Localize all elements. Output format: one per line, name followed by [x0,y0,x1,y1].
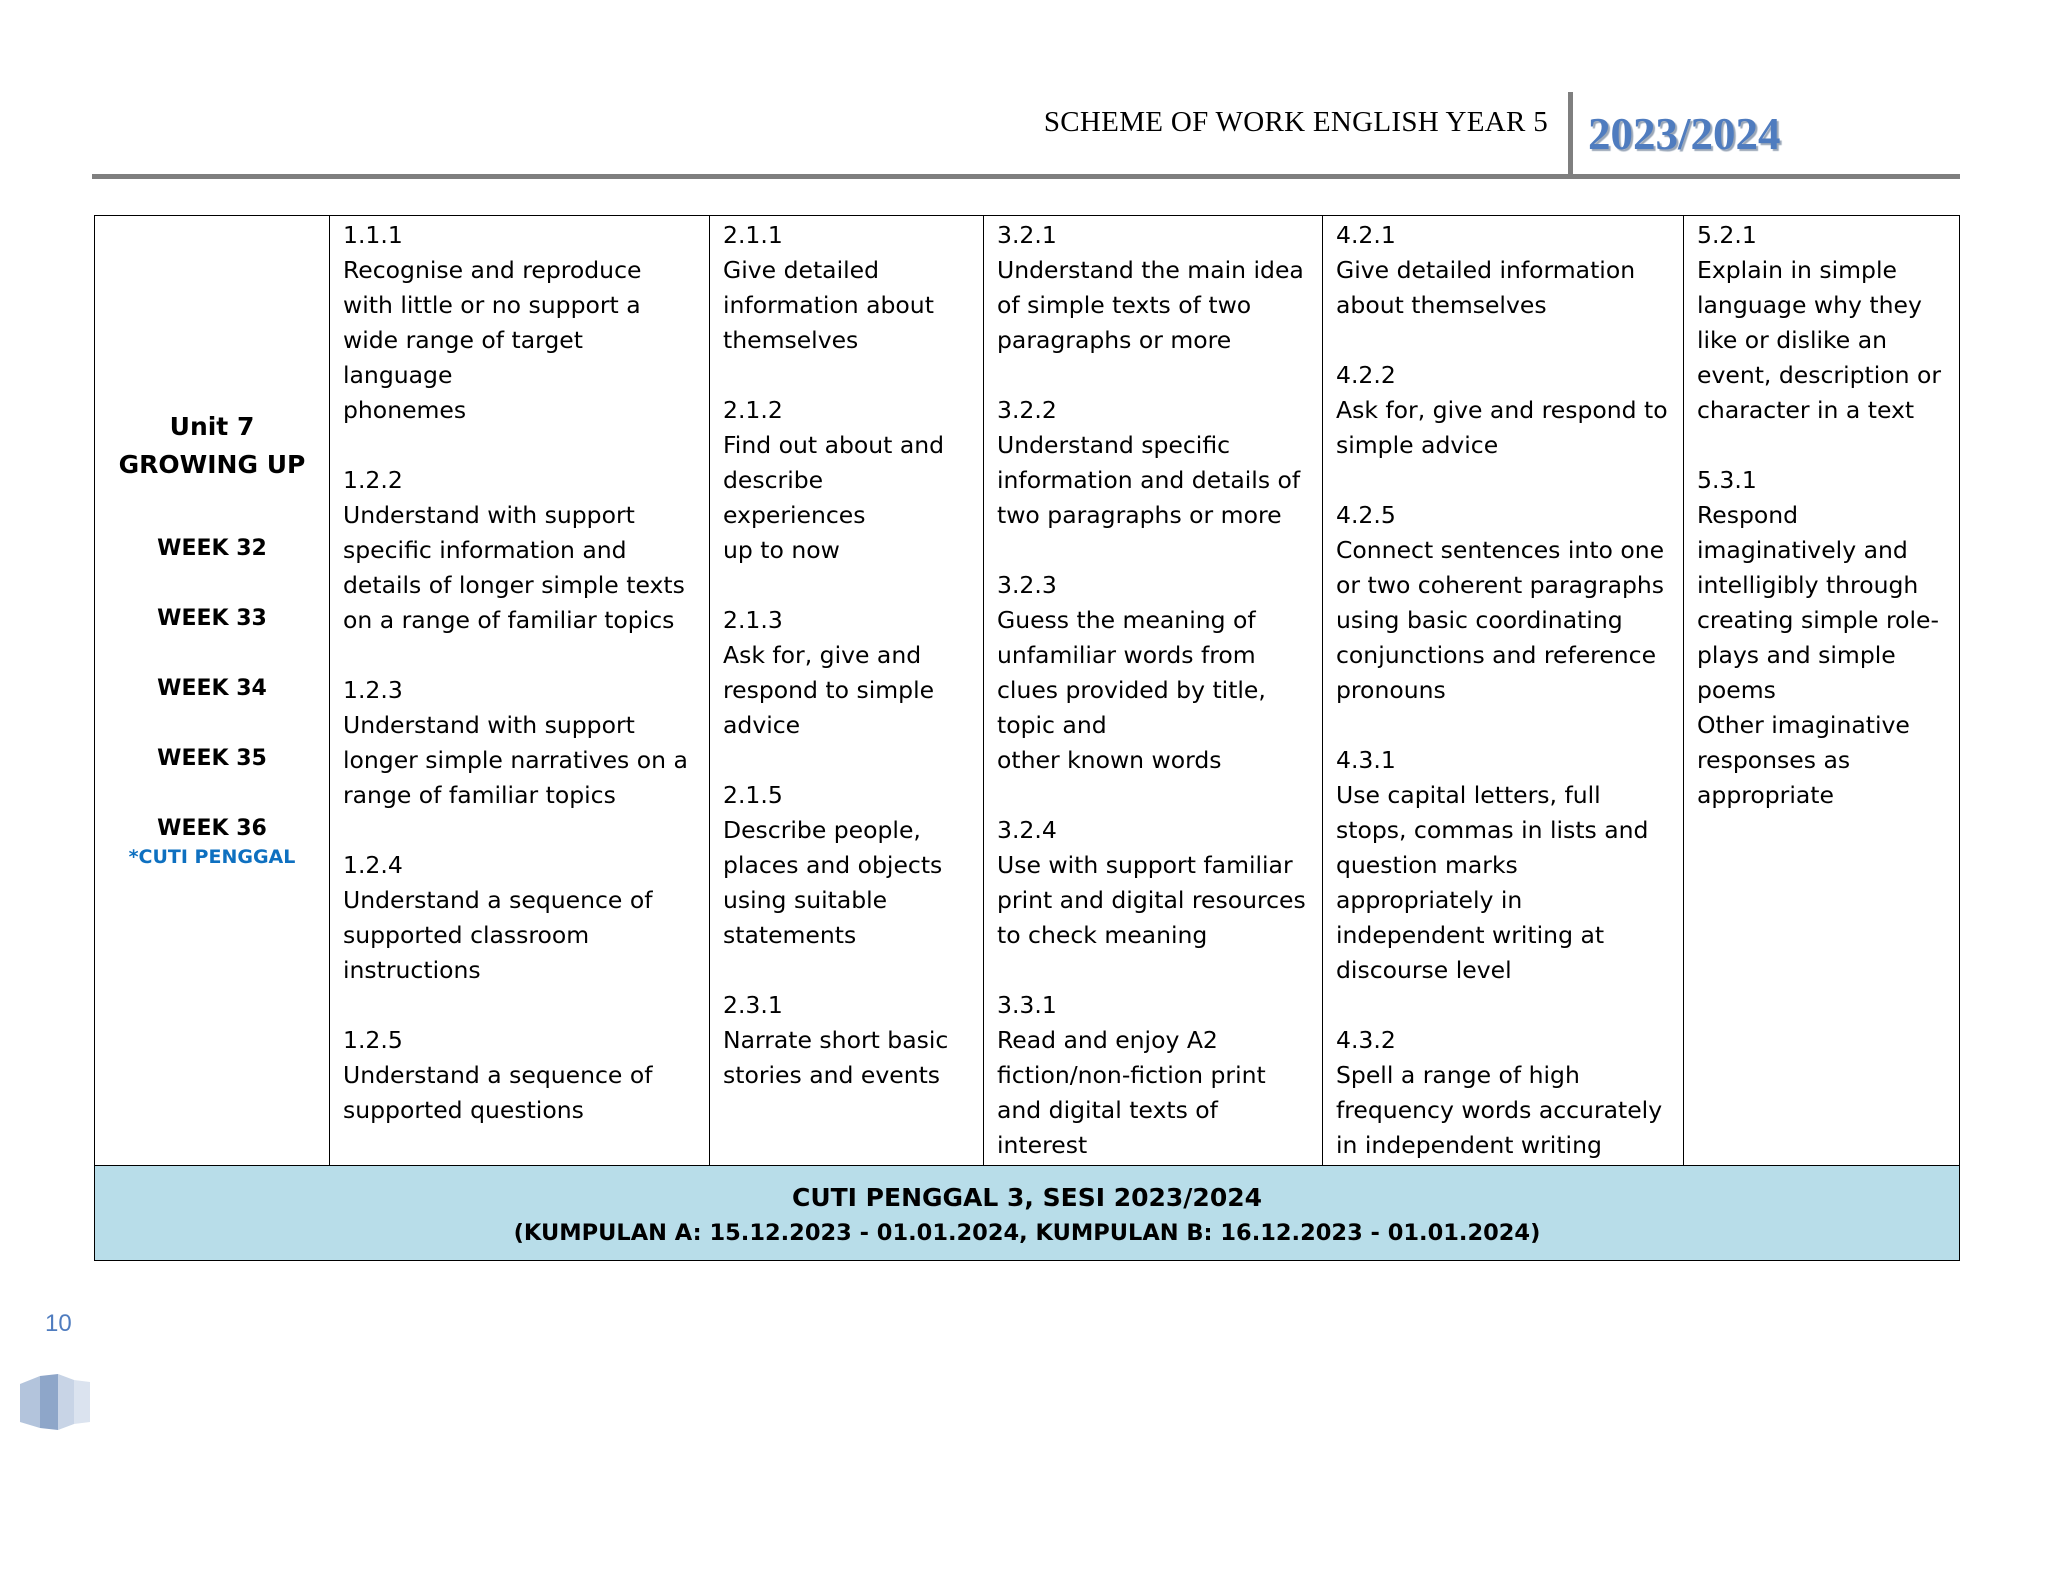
unit-name: GROWING UP [118,450,306,479]
standard-code: 1.2.4 [343,851,403,879]
standard-code: 1.2.5 [343,1026,403,1054]
standard-item [997,393,1312,533]
standard-item [723,778,973,953]
standard-text: Understand a sequence of supported classroom instructions [343,886,653,984]
standard-text: Spell a range of high frequency words accurately in independent writing [1336,1061,1663,1159]
standard-code: 4.2.1 [1336,221,1396,249]
standard-code: 2.1.1 [723,221,783,249]
standard-code: 1.2.2 [343,466,403,494]
standard-code: 2.1.5 [723,781,783,809]
standard-code: 3.2.4 [997,816,1057,844]
standard-text: Explain in simple language why they like or dislike an event, description or character in a text [1697,256,1942,424]
week-label: WEEK 34 [157,676,267,701]
standard-code: 2.3.1 [723,991,783,1019]
standard-code: 2.1.2 [723,396,783,424]
standard-item [1697,218,1949,428]
header-divider [1568,92,1573,176]
holiday-title: CUTI PENGGAL 3, SESI 2023/2024 [791,1183,1263,1212]
week-label: WEEK 35 [157,746,267,771]
standard-text: Use with support familiar print and digital resources to check meaning [997,851,1306,949]
reading-skills-cell [984,216,1323,1166]
standard-code: 4.3.1 [1336,746,1396,774]
standard-code: 4.2.2 [1336,361,1396,389]
standard-text: Ask for, give and respond to simple advice [723,641,935,739]
writing-skills-cell [1323,216,1684,1166]
standard-text: Describe people, places and objects using suitable statements [723,816,943,949]
standard-item [343,848,699,988]
week-label: WEEK 36 [157,816,267,841]
literature-skills-cell [1684,216,1960,1166]
standard-text: Recognise and reproduce with little or no support a wide range of target language phonemes [343,256,642,424]
standard-item [343,463,699,638]
standard-text: Connect sentences into one or two coherent paragraphs using basic coordinating conjunctions and reference pronouns [1336,536,1665,704]
standard-text: Understand with support specific information and details of longer simple texts on a range of familiar topics [343,501,685,634]
standard-code: 3.2.2 [997,396,1057,424]
standard-item [1336,498,1673,708]
standard-item [723,393,973,568]
standard-item [1336,743,1673,988]
standard-text: Read and enjoy A2 fiction/non-fiction print and digital texts of interest [997,1026,1266,1159]
standard-text: Guess the meaning of unfamiliar words from clues provided by title, topic and other known words [997,606,1266,774]
standard-code: 3.2.3 [997,571,1057,599]
standard-text: Understand a sequence of supported questions [343,1061,653,1124]
unit-row [95,216,1960,1166]
holiday-banner [95,1166,1960,1261]
standard-code: 5.2.1 [1697,221,1757,249]
holiday-dates: (KUMPULAN A: 15.12.2023 - 01.01.2024, KUMPULAN B: 16.12.2023 - 01.01.2024) [513,1220,1541,1246]
standard-item [997,218,1312,358]
week-label: WEEK 33 [157,606,267,631]
standard-item [343,218,699,428]
standard-text: Ask for, give and respond to simple advice [1336,396,1668,459]
standard-item [1336,218,1673,323]
holiday-row [95,1166,1960,1261]
standard-item [723,603,973,743]
standard-item [1336,358,1673,463]
standard-text: Give detailed information about themselves [723,256,934,354]
standard-text: Find out about and describe experiences up to now [723,431,945,564]
standard-text: Understand specific information and details of two paragraphs or more [997,431,1301,529]
standard-code: 2.1.3 [723,606,783,634]
speaking-skills-cell [710,216,984,1166]
standard-item [723,218,973,358]
header-rule [92,174,1960,179]
scheme-of-work-table [94,215,1960,1261]
listening-skills-cell [330,216,710,1166]
standard-code: 5.3.1 [1697,466,1757,494]
standard-item [997,988,1312,1163]
standard-item [343,1023,699,1128]
document-title: SCHEME OF WORK ENGLISH YEAR 5 [1043,106,1548,138]
standard-item [1697,463,1949,813]
standard-text: Understand the main idea of simple texts of two paragraphs or more [997,256,1304,354]
unit-number: Unit 7 [169,412,255,441]
holiday-note: *CUTI PENGGAL [128,846,296,868]
standard-item [343,673,699,813]
standard-code: 3.3.1 [997,991,1057,1019]
standard-code: 1.1.1 [343,221,403,249]
academic-year: 2023/2024 [1588,109,1781,159]
standard-item [997,568,1312,778]
standard-text: Give detailed information about themselves [1336,256,1636,319]
standard-code: 4.2.5 [1336,501,1396,529]
week-label: WEEK 32 [157,536,267,561]
page-number: 10 [45,1310,72,1337]
standard-text: Narrate short basic stories and events [723,1026,949,1089]
standard-text: Use capital letters, full stops, commas in lists and question marks appropriately in independent writing at discourse level [1336,781,1649,984]
standard-text: Understand with support longer simple narratives on a range of familiar topics [343,711,688,809]
page-header [92,92,1960,182]
unit-cell [95,216,330,1166]
standard-item [723,988,973,1093]
standard-code: 1.2.3 [343,676,403,704]
standard-code: 3.2.1 [997,221,1057,249]
standard-code: 4.3.2 [1336,1026,1396,1054]
week-list [95,514,329,843]
book-icon [18,1372,92,1432]
standard-text: Respond imaginatively and intelligibly through creating simple role- plays and simple poems Other imaginative responses as appropriate [1697,501,1939,809]
standard-item [1336,1023,1673,1163]
standard-item [997,813,1312,953]
